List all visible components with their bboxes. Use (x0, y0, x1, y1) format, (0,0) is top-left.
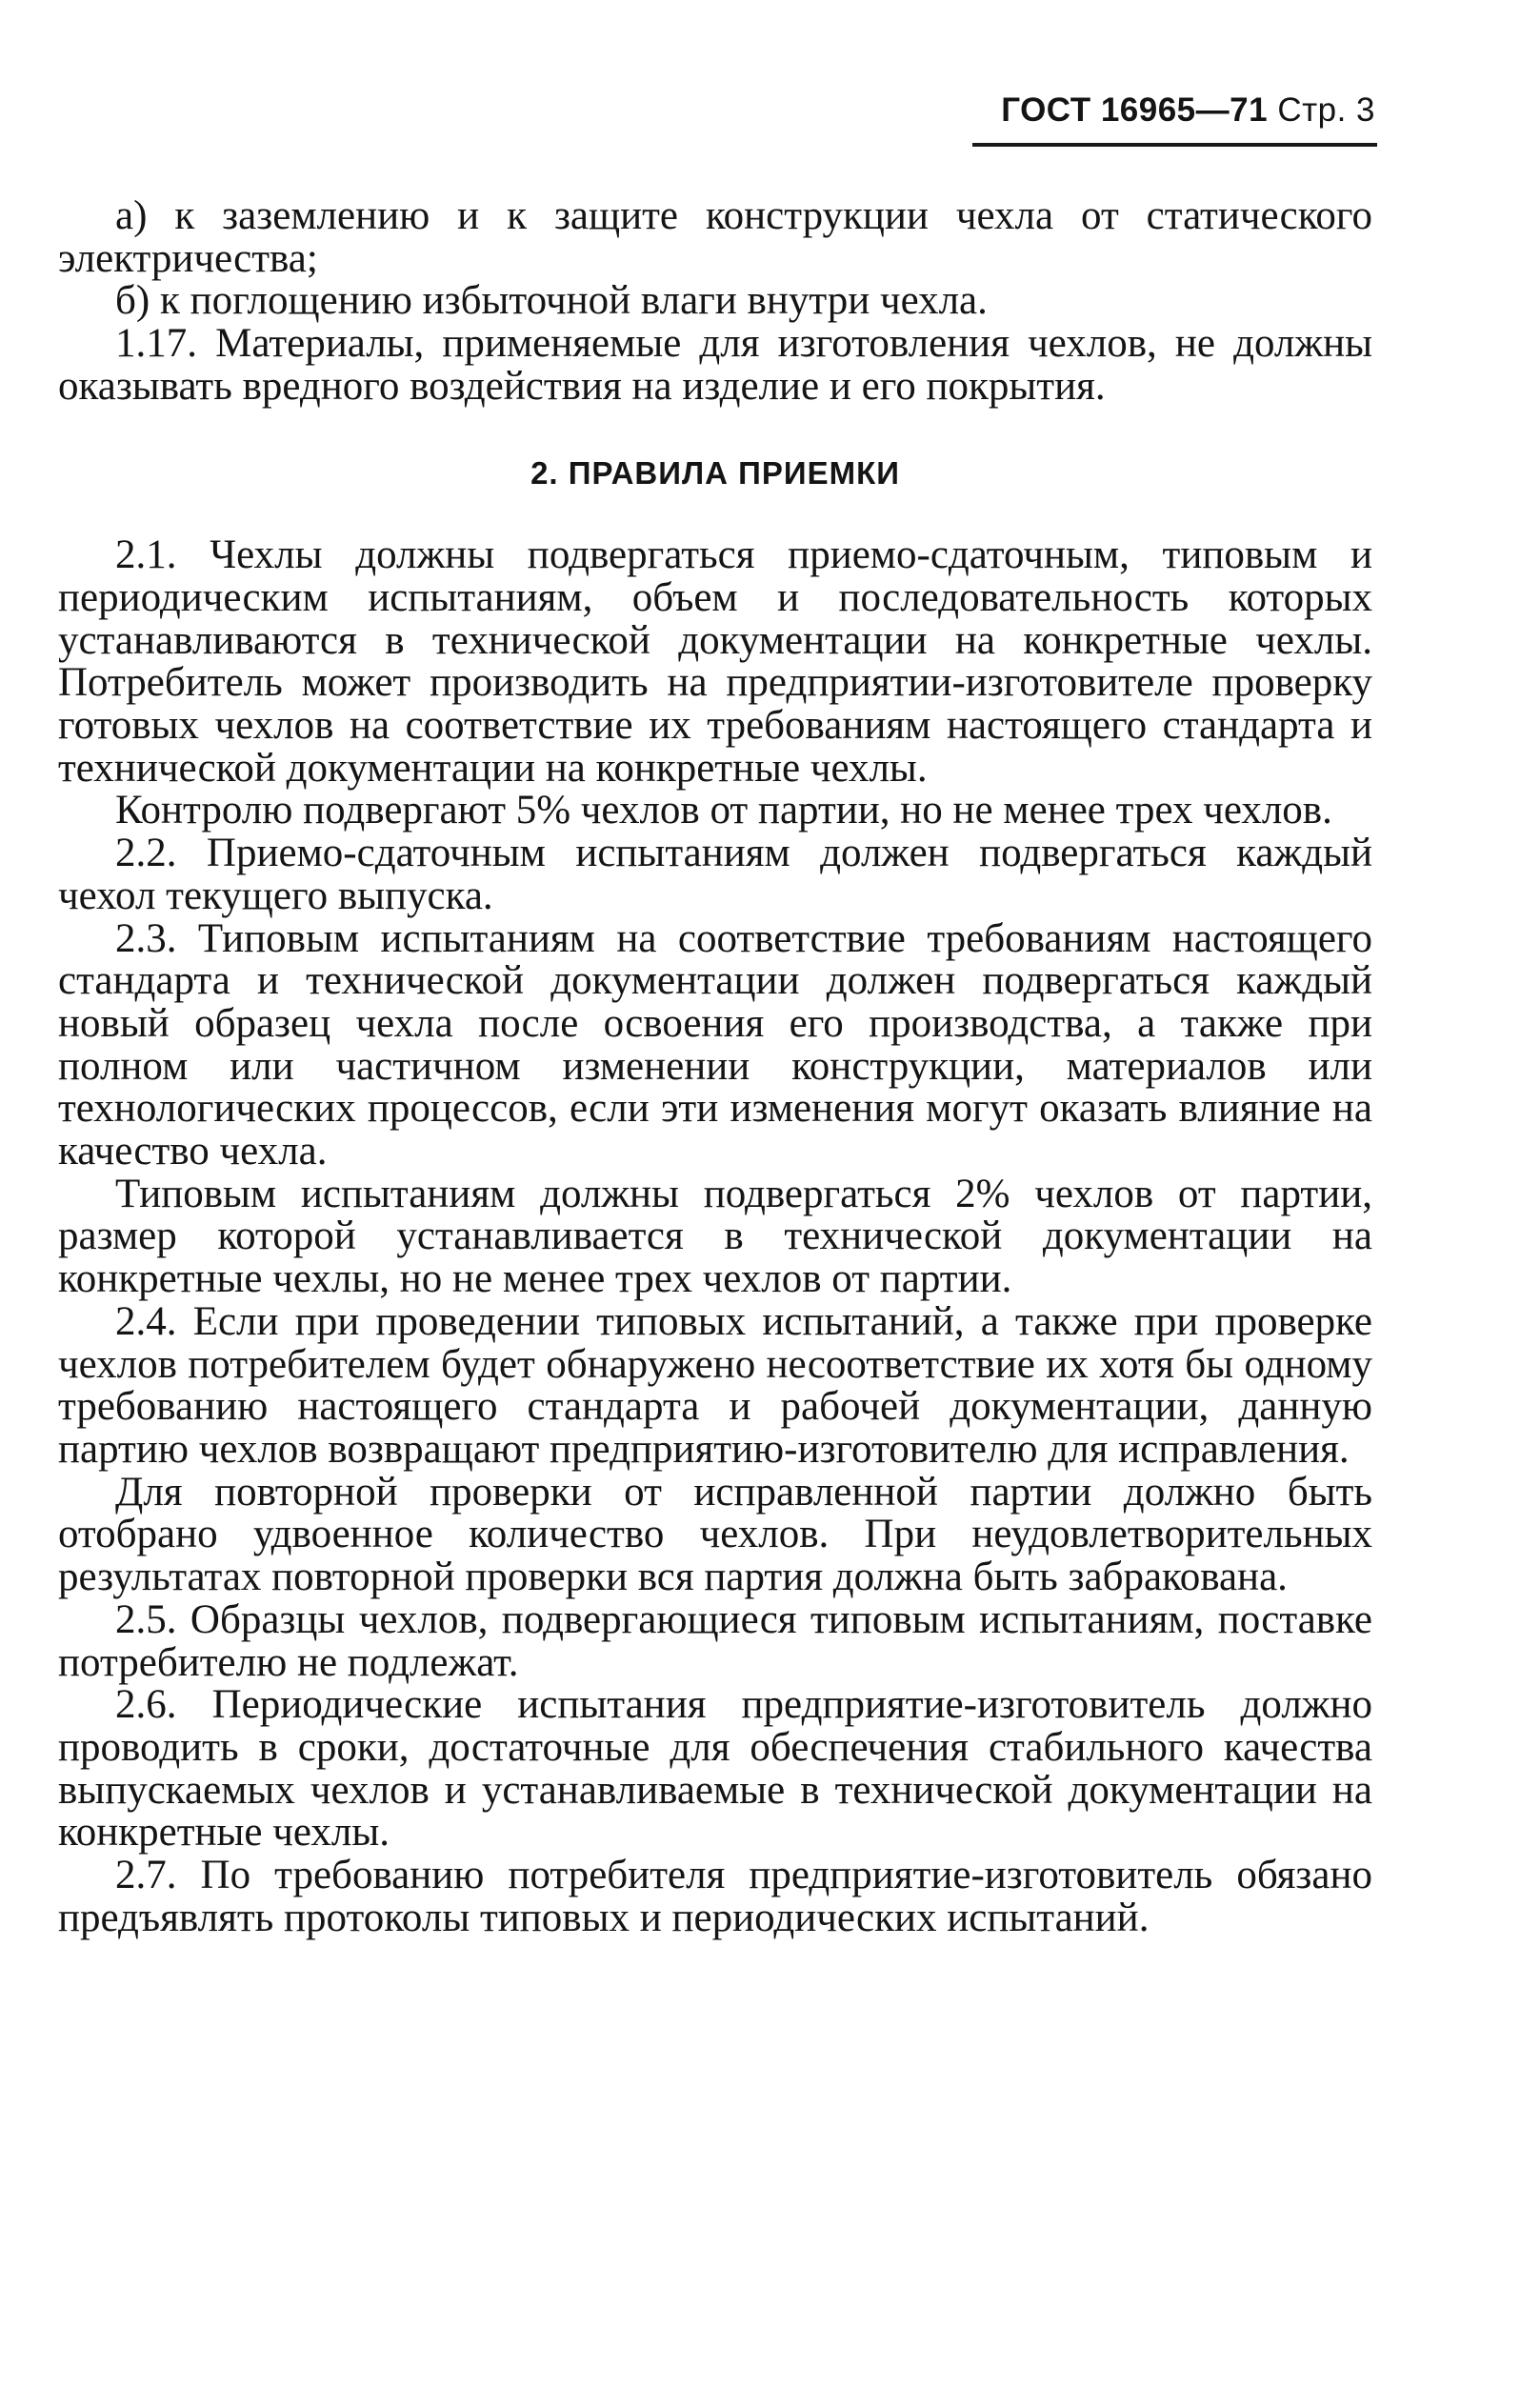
page-body (58, 195, 1372, 1939)
paragraph-2-3-sample: Типовым испытаниям должны подвергаться 2% чехлов от партии, размер которой устанавливается в технической документации на конкретные чехлы, но не менее трех чехлов от партии. (58, 1171, 1372, 1302)
paragraph-2-5: 2.5. Образцы чехлов, подвергающиеся типовым испытаниям, поставке потребителю не подлежат. (58, 1596, 1372, 1685)
paragraph-item-a: а) к заземлению и к защите конструкции чехла от статического электричества; (58, 193, 1372, 281)
header-rule (972, 143, 1377, 147)
page-number: Стр. 3 (1277, 91, 1375, 129)
section-heading: 2. ПРАВИЛА ПРИЕМКИ (530, 454, 900, 491)
paragraph-2-2: 2.2. Приемо-сдаточным испытаниям должен подвергаться каждый чехол текущего выпуска. (58, 831, 1372, 918)
standard-number: ГОСТ 16965—71 (1001, 91, 1269, 129)
paragraph-2-4-recheck: Для повторной проверки от исправленной партии должно быть отобрано удвоенное количество чехлов. При неудовлетворительных результатах повторной проверки вся партия должна быть забракована. (58, 1469, 1372, 1600)
paragraph-2-4: 2.4. Если при проведении типовых испытаний, а также при проверке чехлов потребителем будет обнаружено несоответствие их хотя бы одному требованию настоящего стандарта и рабочей документации, данную партию чехлов возвращают предприятию-изготовителю для исправления. (58, 1298, 1372, 1472)
paragraph-1-17: 1.17. Материалы, применяемые для изготовления чехлов, не должны оказывать вредного воздействия на изделие и его покрытия. (58, 321, 1372, 409)
paragraph-2-3: 2.3. Типовым испытаниям на соответствие требованиям настоящего стандарта и технической документации должен подвергаться каждый новый образец чехла после освоения его производства, а также при полном или частичном изменении конструкции, материалов или технологических процессов, если эти изменения могут оказать влияние на качество чехла. (58, 915, 1372, 1174)
paragraph-item-b: б) к поглощению избыточной влаги внутри чехла. (115, 278, 988, 324)
paragraph-2-7: 2.7. По требованию потребителя предприятие-изготовитель обязано предъявлять протоколы типовых и периодических испытаний. (58, 1853, 1372, 1940)
running-header (1001, 91, 1375, 130)
paragraph-2-1: 2.1. Чехлы должны подвергаться приемо-сдаточным, типовым и периодическим испытаниям, объем и последовательность которых устанавливаются в технической документации на конкретные чехлы. Потребитель может производить на предприятии-изготовителе проверку готовых чехлов на соответствие их требованиям настоящего стандарта и технической документации на конкретные чехлы. (58, 532, 1372, 791)
paragraph-2-1-control: Контролю подвергают 5% чехлов от партии, но не менее трех чехлов. (115, 788, 1332, 833)
paragraph-2-6: 2.6. Периодические испытания предприятие-изготовитель должно проводить в сроки, достаточные для обеспечения стабильного качества выпускаемых чехлов и устанавливаемые в технической документации на конкретные чехлы. (58, 1682, 1372, 1856)
